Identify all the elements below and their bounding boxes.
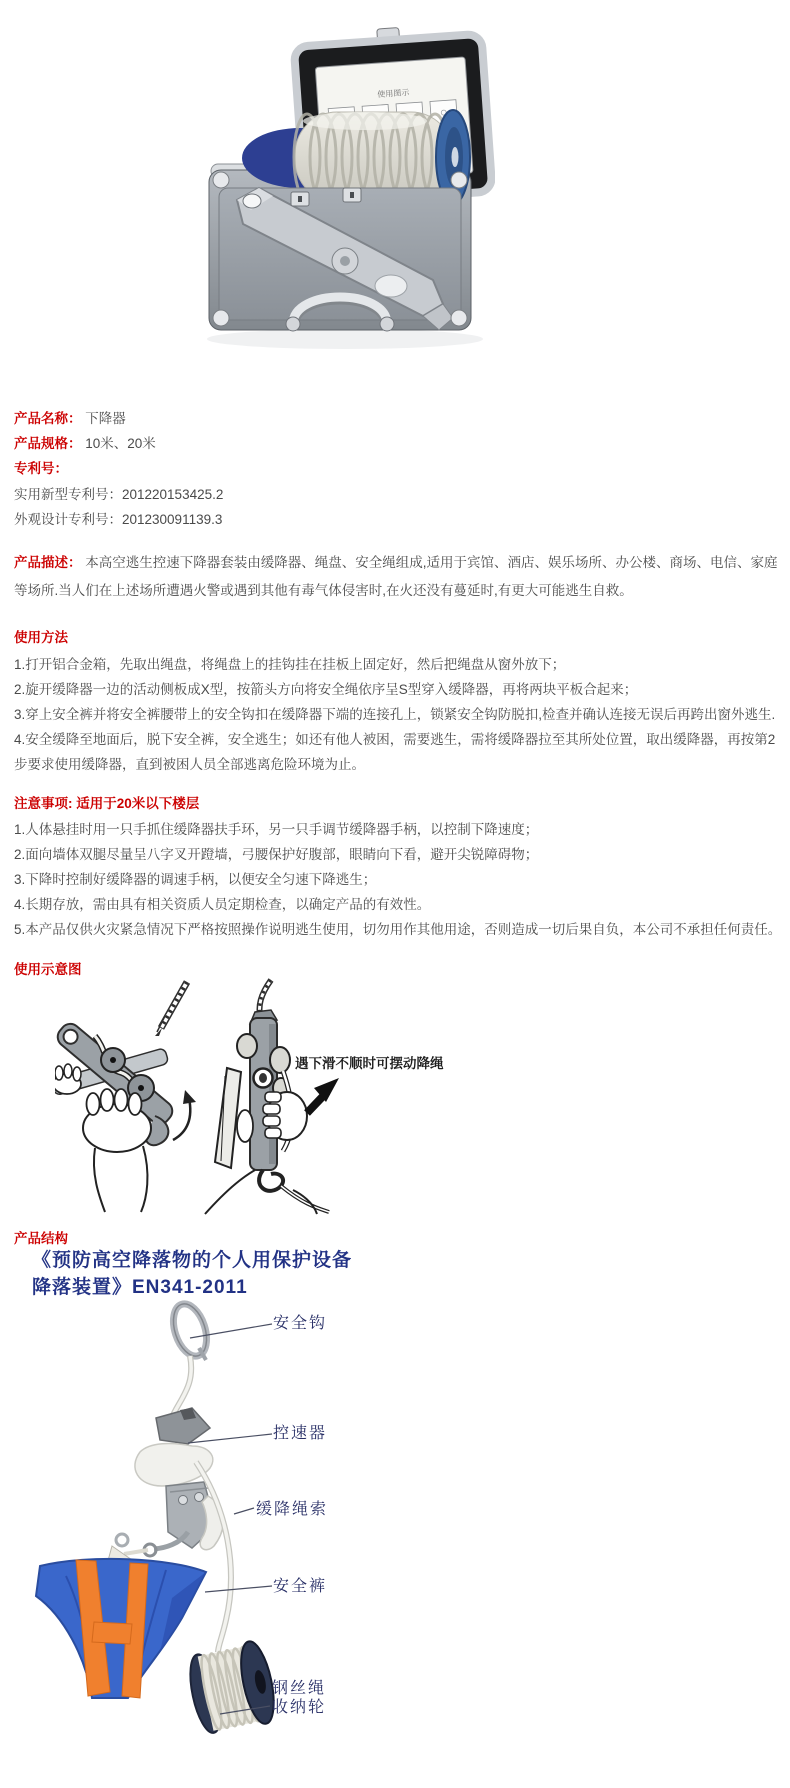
label-descent-rope: 缓降绳索 xyxy=(256,1501,329,1518)
label-safety-pants: 安全裤 xyxy=(273,1578,328,1595)
safety-pants xyxy=(36,1534,206,1698)
product-description-label: 产品描述： xyxy=(14,555,82,570)
notes-item: 1.人体悬挂时用一只手抓住缓降器扶手环，另一只手调节缓降器手柄，以控制下降速度； xyxy=(14,822,539,837)
carabiner xyxy=(167,1300,212,1360)
left-hand-figure xyxy=(55,982,196,1212)
patent-heading: 专利号： xyxy=(14,461,68,476)
notes-item: 5.本产品仅供火灾紧急情况下严格按照操作说明逃生使用，切勿用作其他用途，否则造成一切后果自负，本公司不承担任何责任。 xyxy=(14,922,782,937)
product-name-row xyxy=(14,407,126,427)
product-spec-row xyxy=(14,432,156,452)
right-hand-figure xyxy=(205,980,339,1214)
notes-item: 4.长期存放，需由具有相关资质人员定期检查，以确定产品的有效性。 xyxy=(14,897,431,912)
standard-line2: 降落装置》EN341-2011 xyxy=(32,1277,248,1298)
usage-diagram-heading: 使用示意图 xyxy=(14,962,82,977)
patent-design: 外观设计专利号：201230091139.3 xyxy=(14,512,223,527)
usage-heading: 使用方法 xyxy=(14,630,68,645)
label-safety-hook: 安全钩 xyxy=(273,1315,328,1332)
product-spec-label: 产品规格： xyxy=(14,436,82,451)
product-spec-value: 10米、20米 xyxy=(85,436,156,451)
structure-heading: 产品结构 xyxy=(14,1231,68,1246)
structure-diagram xyxy=(20,1300,420,1788)
usage-item: 4.安全缓降至地面后，脱下安全裤，安全逃生；如还有他人被困，需要逃生，需将缓降器拉至其所处位置，取出缓降器，再按第2步要求使用缓降器，直到被困人员全部逃离危险环境为止。 xyxy=(14,732,776,772)
usage-item: 3.穿上安全裤并将安全裤腰带上的安全钩扣在缓降器下端的连接孔上，锁紧安全钩防脱扣,检查并确认连接无误后再跨出窗外逃生. xyxy=(14,707,776,722)
product-description xyxy=(14,549,780,605)
notes-heading: 注意事项: 适用于20米以下楼层 xyxy=(14,796,200,811)
notes-item: 3.下降时控制好缓降器的调速手柄，以便安全匀速下降逃生； xyxy=(14,872,377,887)
usage-item: 1.打开铝合金箱，先取出绳盘，将绳盘上的挂钩挂在挂板上固定好，然后把绳盘从窗外放下； xyxy=(14,657,566,672)
rope-spool xyxy=(184,1639,280,1738)
label-rope-spool xyxy=(272,1679,326,1717)
patent-utility: 实用新型专利号：201220153425.2 xyxy=(14,487,224,502)
standard-line1: 《预防高空降落物的个人用保护设备 xyxy=(32,1250,353,1271)
notes-item: 2.面向墙体双腿尽量呈八字叉开蹬墙，弓腰保护好腹部，眼睛向下看，避开尖锐障碍物； xyxy=(14,847,539,862)
label-rope-spool-line2: 收纳轮 xyxy=(272,1699,327,1716)
lid-card-title: 使用图示 xyxy=(377,87,410,100)
product-name-value: 下降器 xyxy=(85,411,126,426)
case-shadow xyxy=(207,329,483,349)
case-photo xyxy=(195,18,495,353)
usage-item: 2.旋开缓降器一边的活动侧板成X型，按箭头方向将安全绳依序呈S型穿入缓降器，再将两块平板合起来； xyxy=(14,682,638,697)
label-rope-spool-line1: 钢丝绳 xyxy=(272,1680,327,1697)
product-description-text: 本高空逃生控速下降器套装由缓降器、绳盘、安全绳组成,适用于宾馆、酒店、娱乐场所、办公楼、商场、电信、家庭等场所.当人们在上述场所遭遇火警或遇到其他有毒气体侵害时,在火还没有蔓延时,有更大可能逃生自救。 xyxy=(14,555,778,598)
product-name-label: 产品名称： xyxy=(14,411,82,426)
standard-reference xyxy=(32,1247,352,1301)
label-speed-controller: 控速器 xyxy=(273,1425,328,1442)
usage-illustration xyxy=(55,976,575,1216)
swing-annotation: 遇下滑不顺时可摆动降绳 xyxy=(295,1056,444,1071)
